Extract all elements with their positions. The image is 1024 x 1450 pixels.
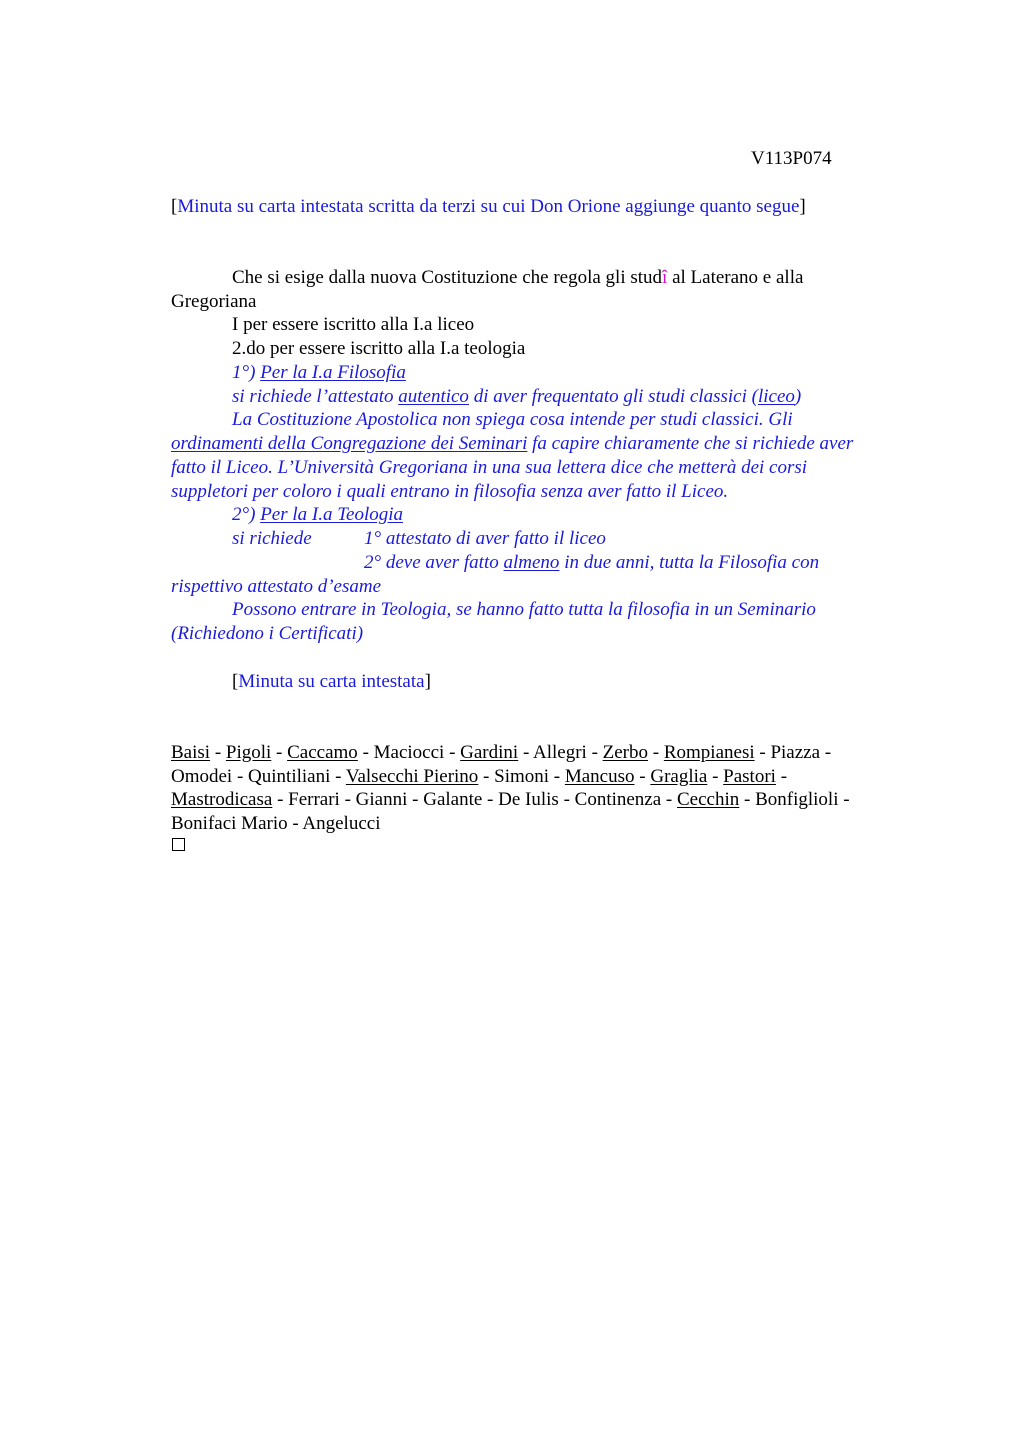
special-char: î	[662, 267, 668, 288]
section-1-requirement: si richiede l’attestato autentico di aver frequentato gli studi classici (liceo)	[232, 386, 802, 407]
name-entry: Graglia	[650, 766, 708, 787]
name-entry: Baisi	[171, 742, 211, 763]
editor-note-1: [Minuta su carta intestata scritta da terzi su cui Don Orione aggiunge quanto segue]	[171, 196, 806, 217]
document-code: V113P074	[751, 148, 832, 169]
name-entry: Bonifaci Mario	[171, 813, 288, 834]
name-entry: Gardini	[460, 742, 519, 763]
section-1-paragraph-line-2: ordinamenti della Congregazione dei Seminari fa capire chiaramente che si richiede aver	[171, 433, 854, 454]
editor-note-1-text: Minuta su carta intestata scritta da terzi su cui Don Orione aggiunge quanto segue	[177, 196, 800, 217]
section-2-requirement-2-line-2: rispettivo attestato d’esame	[171, 576, 382, 597]
names-line-3: Mastrodicasa - Ferrari - Gianni - Galante - De Iulis - Continenza - Cecchin - Bonfiglioli -	[171, 789, 850, 810]
section-1-paragraph-line-4: suppletori per coloro i quali entrano in filosofia senza aver fatto il Liceo.	[171, 481, 729, 502]
section-2-paragraph-line-2: (Richiedono i Certificati)	[171, 623, 364, 644]
section-1-paragraph-line-3: fatto il Liceo. L’Università Gregoriana in una sua lettera dice che metterà dei corsi	[171, 457, 808, 478]
name-entry: Galante	[423, 789, 483, 810]
name-entry: Ferrari	[288, 789, 340, 810]
names-line-4: Bonifaci Mario - Angelucci	[171, 813, 381, 834]
section-2-heading: 2°) Per la I.a Teologia	[232, 504, 404, 525]
list-item-1: I per essere iscritto alla I.a liceo	[232, 314, 475, 335]
name-entry: Pigoli	[225, 742, 272, 763]
section-1-heading: 1°) Per la I.a Filosofia	[232, 362, 406, 383]
section-1-paragraph-line-1: La Costituzione Apostolica non spiega cosa intende per studi classici. Gli	[232, 409, 793, 430]
name-entry: Omodei	[171, 766, 233, 787]
section-2-paragraph-line-1: Possono entrare in Teologia, se hanno fatto tutta la filosofia in un Seminario	[232, 599, 816, 620]
name-entry: Valsecchi Pierino	[345, 766, 479, 787]
name-entry: Cecchin	[677, 789, 740, 810]
name-entry: Piazza	[770, 742, 821, 763]
name-entry: Rompianesi	[663, 742, 755, 763]
names-line-1: Baisi - Pigoli - Caccamo - Maciocci - Gardini - Allegri - Zerbo - Rompianesi - Piazza -	[171, 742, 832, 763]
editor-note-2-text: Minuta su carta intestata	[238, 671, 425, 692]
name-entry: Mastrodicasa	[171, 789, 273, 810]
intro-line-1: Che si esige dalla nuova Costituzione che regola gli studî al Laterano e alla	[232, 267, 804, 288]
name-entry: Caccamo	[287, 742, 358, 763]
name-entry: Allegri	[532, 742, 587, 763]
names-line-2: Omodei - Quintiliani - Valsecchi Pierino - Simoni - Mancuso - Graglia - Pastori -	[171, 766, 788, 787]
editor-note-2: [Minuta su carta intestata]	[232, 671, 431, 692]
name-entry: Quintiliani	[248, 766, 331, 787]
section-2-requirement-1: si richiede 1° attestato di aver fatto il liceo	[232, 528, 606, 549]
section-2-requirement-2: 2° deve aver fatto almeno in due anni, tutta la Filosofia con	[364, 552, 820, 573]
name-entry: Gianni	[355, 789, 408, 810]
name-entry: Simoni	[494, 766, 550, 787]
list-item-2: 2.do per essere iscritto alla I.a teologia	[232, 338, 526, 359]
name-entry: Angelucci	[302, 813, 381, 834]
name-entry: Bonfiglioli	[755, 789, 839, 810]
intro-line-2: Gregoriana	[171, 291, 257, 312]
name-entry: Zerbo	[602, 742, 649, 763]
name-entry: Mancuso	[564, 766, 635, 787]
name-entry: Continenza	[574, 789, 662, 810]
square-outline-icon	[172, 838, 185, 851]
name-entry: Pastori	[723, 766, 776, 787]
name-entry: Maciocci	[373, 742, 445, 763]
name-entry: De Iulis	[498, 789, 559, 810]
